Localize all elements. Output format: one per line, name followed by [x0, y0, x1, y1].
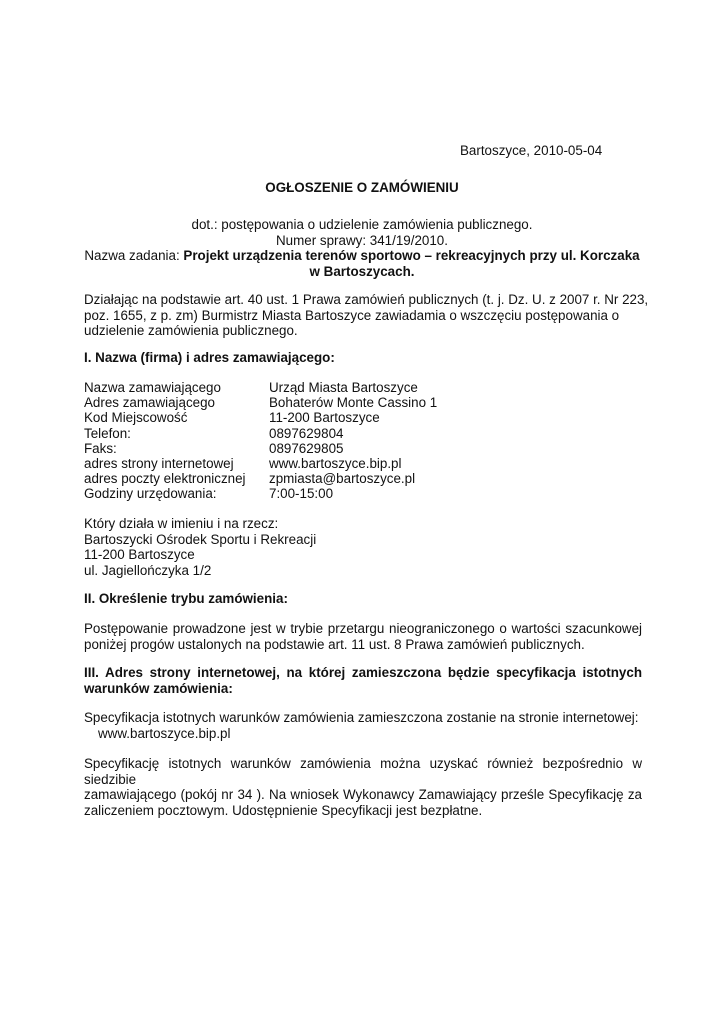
row-value: www.bartoszyce.bip.pl [269, 456, 402, 472]
section-3-paragraph-1 [84, 710, 642, 741]
on-behalf-name: Bartoszycki Ośrodek Sportu i Rekreacji [84, 531, 317, 547]
row-value: 11-200 Bartoszyce [269, 410, 380, 426]
section-2-text [84, 621, 642, 652]
section-3-line: Specyfikacja istotnych warunków zamówienia zamieszczona zostanie na stronie internetowej: [84, 710, 639, 725]
row-value: 0897629805 [269, 440, 344, 456]
row-label: adres strony internetowej [84, 456, 234, 472]
table-row [84, 471, 437, 486]
on-behalf-street: ul. Jagiellończyka 1/2 [84, 562, 212, 578]
row-value: Urząd Miasta Bartoszyce [269, 380, 418, 395]
table-row [84, 426, 437, 441]
document-page [84, 0, 649, 1024]
section-2-heading: II. Określenie trybu zamówienia: [84, 591, 288, 606]
intro-paragraph [84, 292, 649, 339]
table-row [84, 410, 437, 425]
task-name: Projekt urządzenia terenów sportowo – rekreacyjnych przy ul. Korczaka [183, 248, 640, 264]
row-label: Kod Miejscowość [84, 410, 188, 426]
bip-address: www.bartoszyce.bip.pl [98, 725, 231, 741]
section-2-line: poniżej progów ustalonych na podstawie art. 11 ust. 8 Prawa zamówień publicznych. [84, 636, 585, 652]
table-row [84, 456, 437, 471]
row-label: Telefon: [84, 425, 131, 441]
task-name-line [84, 248, 640, 264]
section-3-heading-line: III. Adres strony internetowej, na której zamieszczona będzie specyfikacja istotnych [84, 665, 642, 680]
row-label: Godziny urzędowania: [84, 486, 217, 502]
on-behalf-block [84, 516, 642, 578]
intro-line: poz. 1655, z p. zm) Burmistrz Miasta Bartoszyce zawiadamia o wszczęciu postępowania o [84, 307, 620, 323]
section-1-heading: I. Nazwa (firma) i adres zamawiającego: [84, 350, 335, 365]
task-name-continuation: w Bartoszycach. [309, 263, 415, 279]
row-value: Bohaterów Monte Cassino 1 [269, 395, 438, 411]
section-3-paragraph-2 [84, 756, 642, 818]
section-3-line: Specyfikację istotnych warunków zamówienia można uzyskać również bezpośrednio w siedzibie [84, 756, 642, 787]
row-label: Nazwa zamawiającego [84, 380, 221, 395]
date-line: Bartoszyce, 2010-05-04 [460, 143, 603, 158]
row-value: 7:00-15:00 [269, 486, 334, 502]
header-block [84, 217, 640, 279]
case-number: Numer sprawy: 341/19/2010. [276, 232, 448, 248]
intro-line: udzielenie zamówienia publicznego. [84, 323, 298, 339]
contracting-authority-table [84, 380, 437, 502]
table-row [84, 380, 437, 395]
table-row [84, 395, 437, 410]
subject-line: dot.: postępowania o udzielenie zamówienia publicznego. [191, 217, 533, 232]
row-label: Adres zamawiającego [84, 395, 215, 411]
intro-line: Działając na podstawie art. 40 ust. 1 Prawa zamówień publicznych (t. j. Dz. U. z 2007 r. Nr 223, [84, 292, 649, 307]
row-label: adres poczty elektronicznej [84, 471, 246, 487]
section-3-line: zamawiającego (pokój nr 34 ). Na wniosek Wykonawcy Zamawiający prześle Specyfikację za [84, 787, 642, 803]
document-title: OGŁOSZENIE O ZAMÓWIENIU [265, 180, 459, 195]
on-behalf-city: 11-200 Bartoszyce [84, 547, 195, 563]
table-row [84, 441, 437, 456]
section-3-line: zaliczeniem pocztowym. Udostępnienie Specyfikacji jest bezpłatne. [84, 802, 483, 818]
section-3-heading-line: warunków zamówienia: [84, 680, 233, 696]
row-label: Faks: [84, 440, 117, 456]
task-label: Nazwa zadania: [84, 248, 180, 264]
section-2-line: Postępowanie prowadzone jest w trybie przetargu nieograniczonego o wartości szacunkowej [84, 621, 642, 636]
row-value: zpmiasta@bartoszyce.pl [269, 471, 416, 487]
row-value: 0897629804 [269, 425, 344, 441]
table-row [84, 486, 437, 501]
section-3-heading [84, 665, 642, 696]
on-behalf-label: Który działa w imieniu i na rzecz: [84, 516, 279, 531]
